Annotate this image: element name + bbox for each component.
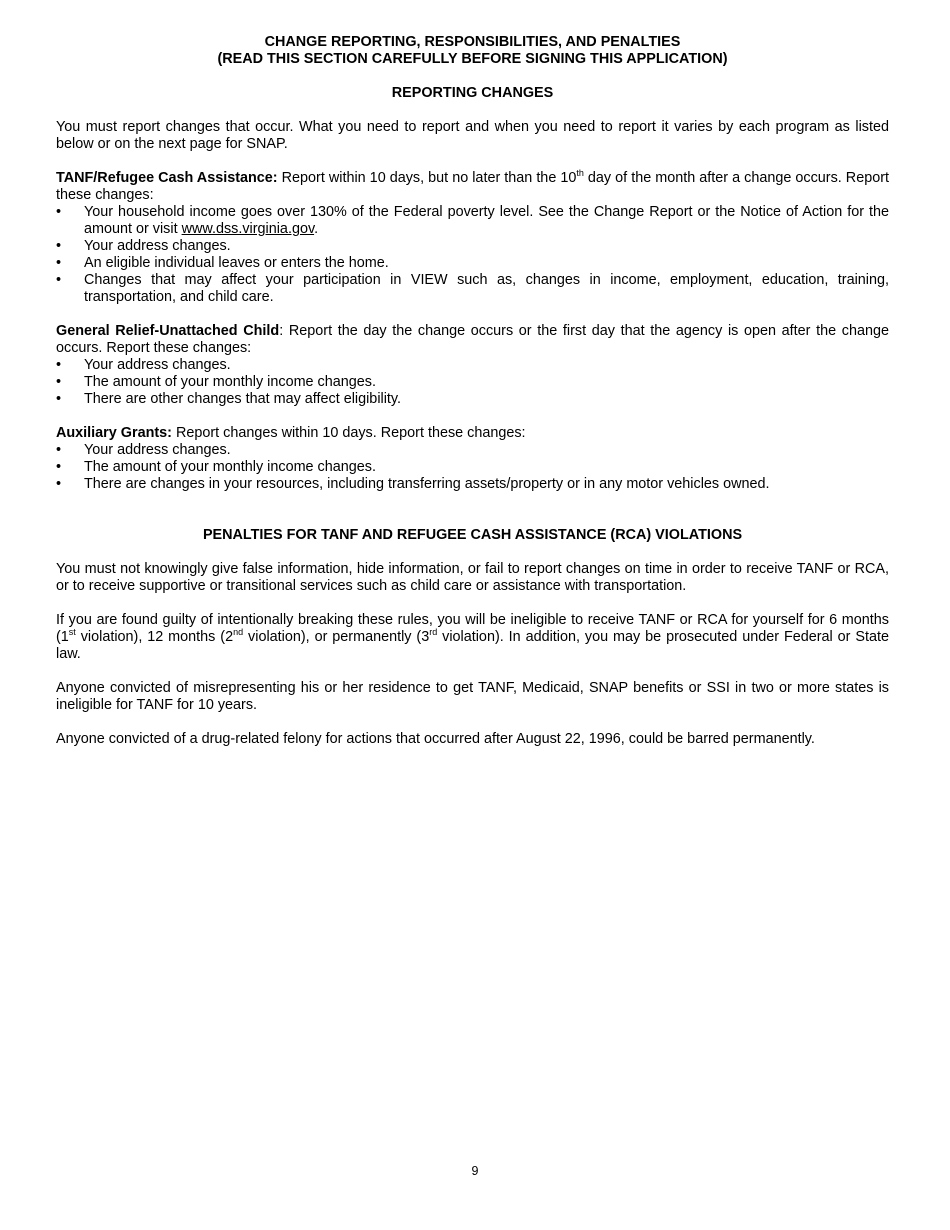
list-item: [56, 391, 889, 408]
document-title: [56, 34, 889, 68]
general-relief-label: General Relief-Unattached Child: [56, 323, 280, 339]
reporting-intro: You must report changes that occur. What you need to report and when you need to report it varies by each program as listed below or on the next page for SNAP.: [56, 119, 889, 152]
list-item: [56, 374, 889, 391]
general-relief-item-2: The amount of your monthly income changes.: [84, 374, 376, 390]
list-item: [56, 357, 889, 374]
auxiliary-item-3: There are changes in your resources, including transferring assets/property or in any motor vehicles owned.: [84, 476, 770, 492]
bullet-icon: •: [56, 442, 62, 458]
tanf-item-1-end: .: [314, 221, 319, 237]
tanf-item-3: An eligible individual leaves or enters the home.: [84, 255, 389, 271]
auxiliary-paragraph: [56, 425, 889, 442]
tanf-sup: th: [576, 168, 584, 179]
p2-d: violation). In addition, you may be prosecuted under Federal or State law.: [56, 629, 889, 662]
penalties-paragraph-3: Anyone convicted of misrepresenting his or her residence to get TANF, Medicaid, SNAP benefits or SSI in two or more states is ineligible for TANF for 10 years.: [56, 680, 889, 713]
list-item: [56, 459, 889, 476]
bullet-icon: •: [56, 204, 62, 220]
tanf-text-b: day of the month after a change occurs. Report these changes:: [56, 170, 890, 203]
penalties-paragraph-4: Anyone convicted of a drug-related felony for actions that occurred after August 22, 1996, could be barred permanently.: [56, 731, 815, 747]
tanf-item-4: Changes that may affect your participation in VIEW such as, changes in income, employment, education, training, transportation, and child care.: [84, 272, 889, 305]
auxiliary-item-1: Your address changes.: [84, 442, 231, 458]
bullet-icon: •: [56, 238, 62, 254]
bullet-icon: •: [56, 357, 62, 373]
p2-sup-2: nd: [233, 627, 244, 638]
penalties-heading: PENALTIES FOR TANF AND REFUGEE CASH ASSISTANCE (RCA) VIOLATIONS: [202, 527, 743, 543]
tanf-item-2: Your address changes.: [84, 238, 231, 254]
document-page: [56, 34, 889, 748]
dss-website-link[interactable]: www.dss.virginia.gov: [181, 221, 315, 237]
p2-b: violation), 12 months (2: [75, 629, 234, 645]
p2-sup-1: st: [68, 627, 76, 638]
reporting-heading: REPORTING CHANGES: [391, 85, 554, 101]
bullet-icon: •: [56, 272, 62, 288]
list-item: [56, 476, 889, 493]
tanf-label: TANF/Refugee Cash Assistance:: [56, 170, 278, 186]
bullet-icon: •: [56, 459, 62, 475]
bullet-icon: •: [56, 255, 62, 271]
auxiliary-list: [56, 442, 889, 493]
general-relief-text: : Report the day the change occurs or the first day that the agency is open after the change occurs. Report these changes:: [56, 323, 889, 356]
title-line-1: CHANGE REPORTING, RESPONSIBILITIES, AND PENALTIES: [264, 34, 681, 50]
list-item: [56, 442, 889, 459]
tanf-paragraph: [56, 170, 889, 204]
auxiliary-label: Auxiliary Grants:: [56, 425, 172, 441]
general-relief-item-1: Your address changes.: [84, 357, 231, 373]
penalties-paragraph-2: [56, 612, 889, 663]
page-number: 9: [471, 1164, 479, 1178]
general-relief-paragraph: [56, 323, 889, 357]
bullet-icon: •: [56, 476, 62, 492]
list-item: [56, 204, 889, 238]
p2-a: If you are found guilty of intentionally breaking these rules, you will be ineligible to receive TANF or RCA for yourself for 6 months (1: [56, 612, 889, 645]
list-item: [56, 255, 889, 272]
list-item: [56, 238, 889, 255]
p2-sup-3: rd: [429, 627, 438, 638]
title-line-2: (READ THIS SECTION CAREFULLY BEFORE SIGNING THIS APPLICATION): [217, 51, 728, 67]
list-item: [56, 272, 889, 306]
tanf-item-1-text: Your household income goes over 130% of the Federal poverty level. See the Change Report or the Notice of Action for the amount or visit: [84, 204, 889, 237]
tanf-text-a: Report within 10 days, but no later than the 10: [277, 170, 577, 186]
auxiliary-item-2: The amount of your monthly income changes.: [84, 459, 376, 475]
tanf-list: [56, 204, 889, 306]
p2-c: violation), or permanently (3: [243, 629, 430, 645]
bullet-icon: •: [56, 374, 62, 390]
bullet-icon: •: [56, 391, 62, 407]
general-relief-list: [56, 357, 889, 408]
general-relief-item-3: There are other changes that may affect eligibility.: [84, 391, 402, 407]
auxiliary-text: Report changes within 10 days. Report these changes:: [171, 425, 526, 441]
penalties-paragraph-1: You must not knowingly give false information, hide information, or fail to report changes on time in order to receive TANF or RCA, or to receive supportive or transitional services such as child care or assistance with transportation.: [56, 561, 889, 594]
